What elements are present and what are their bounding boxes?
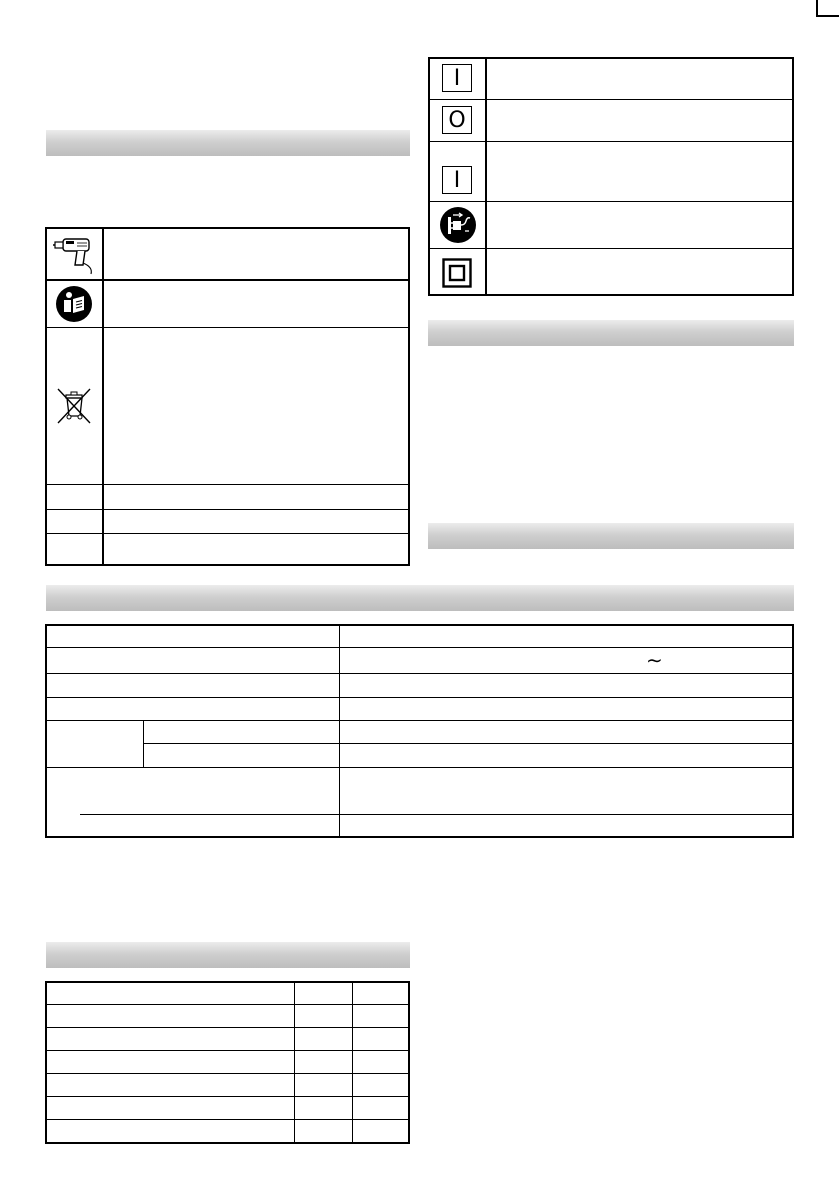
- read-manual-icon: [54, 284, 94, 324]
- ac-symbol: ∼: [646, 648, 663, 672]
- row-divider: [46, 697, 793, 698]
- power-tool-drill-icon: [52, 232, 98, 276]
- row-divider: [46, 1050, 409, 1051]
- row-divider: [429, 141, 793, 142]
- row-divider: [339, 814, 793, 815]
- row-divider: [429, 99, 793, 100]
- section-band-left-1: [46, 130, 410, 156]
- symbol-table-right-divider: [485, 58, 487, 295]
- row-divider: [46, 1119, 409, 1120]
- row-divider: [429, 248, 793, 249]
- row-divider: [46, 279, 409, 281]
- disconnect-mains-plug-icon: [438, 205, 478, 245]
- row-divider: [429, 201, 793, 202]
- row-divider: [46, 1004, 409, 1005]
- row-divider: [46, 767, 793, 768]
- row-divider: [46, 327, 409, 328]
- section-band-right-1: [428, 320, 794, 346]
- crossed-out-wheelie-bin-icon: [54, 385, 94, 427]
- symbol-table-left: [45, 227, 410, 566]
- row-divider: [46, 1073, 409, 1074]
- row-divider: [46, 484, 409, 485]
- row-divider: [143, 743, 793, 744]
- row-divider: [46, 533, 409, 534]
- switch-on-I-icon: I: [442, 64, 472, 92]
- row-divider: [80, 814, 339, 815]
- section-band-left-2: [46, 942, 410, 968]
- section-band-right-2: [428, 523, 794, 549]
- specification-table: [45, 624, 794, 838]
- row-divider: [46, 647, 793, 648]
- double-insulation-class-ii-icon: [440, 256, 474, 290]
- row-divider: [46, 720, 793, 721]
- row-divider: [46, 673, 793, 674]
- switch-off-O-icon: O: [442, 106, 472, 134]
- crop-mark-top-right-h: [816, 15, 839, 17]
- row-divider: [46, 1027, 409, 1028]
- section-band-specifications: [46, 585, 794, 611]
- switch-on-I-icon: I: [442, 166, 472, 194]
- symbol-table-right: [428, 57, 794, 296]
- row-divider: [46, 1096, 409, 1097]
- spec-table-divider: [339, 625, 340, 837]
- spec-table-subdivider: [143, 720, 144, 767]
- row-divider: [46, 509, 409, 510]
